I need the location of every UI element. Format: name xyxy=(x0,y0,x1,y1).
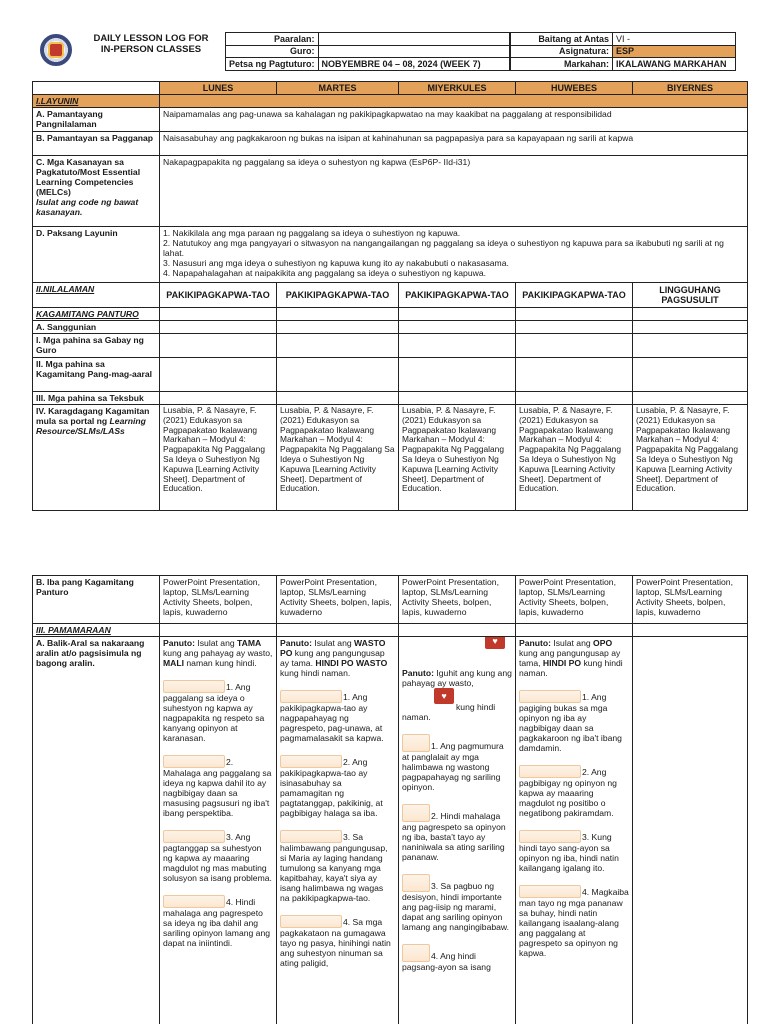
day-header-huwebes: HUWEBES xyxy=(516,82,633,95)
answer-blank[interactable] xyxy=(519,885,581,898)
balik-aral-huwebes xyxy=(516,637,633,1024)
kagamitan-biyernes: PowerPoint Presentation, laptop, SLMs/Learning Activity Sheets, bolpen, lapis, kuwaderno xyxy=(633,576,748,624)
reference-miyerkules: Lusabia, P. & Nasayre, F. (2021) Edukasyon sa Pagpapakatao Ikalawang Markahan – Modyul 4: Pagpapakita Ng Paggalang Sa Ideya o Suhestiyon Ng Kapuwa [Learning Activity Sheet]. Department of Education. xyxy=(399,405,516,511)
quiz-item: 3. Sa halimbawang pangungusap, si Maria ay laging handang tumulong sa kanyang mga kapitbahay, kaya't siya ay isang halimbawa ng wagas na pakikipagkapwa-tao. xyxy=(280,832,388,903)
nilalaman-miyerkules: PAKIKIPAGKAPWA-TAO xyxy=(399,283,516,308)
answer-blank[interactable] xyxy=(519,765,581,778)
quiz-item: 3. Ang pagtanggap sa suhestyon ng kapwa ay maaaring magdulot ng mas mabuting solusyon sa isang problema. xyxy=(163,832,272,883)
answer-blank[interactable] xyxy=(402,734,430,752)
nilalaman-biyernes: LINGGUHANG PAGSUSULIT xyxy=(633,283,748,308)
heart-icon: ♥ xyxy=(485,637,505,650)
answer-blank[interactable] xyxy=(402,804,430,822)
procedure-table xyxy=(32,575,748,1024)
baitang-label: Baitang at Antas xyxy=(511,33,613,46)
mga-kasanayan-label: C. Mga Kasanayan sa Pagkatuto/Most Essential Learning Competencies (MELCs) xyxy=(36,157,141,197)
broken-heart-icon: ♥ xyxy=(434,688,454,704)
balik-aral-miyerkules xyxy=(399,637,516,1024)
karagdagang-kagamitan-label xyxy=(33,405,160,511)
day-header-lunes: LUNES xyxy=(160,82,277,95)
section-layunin: I.LAYUNIN xyxy=(33,95,160,108)
document-title xyxy=(76,33,226,55)
panuto-huwebes: Panuto: Isulat ang OPO kung ang pangungusap ay tama, HINDI PO kung hindi naman. xyxy=(519,638,623,678)
answer-blank[interactable] xyxy=(519,690,581,703)
iba-pang-kagamitan-label: B. Iba pang Kagamitang Panturo xyxy=(33,576,160,624)
layunin-item: 2. Natutukoy ang mga pangyayari o sitwasyon na nangangailangan ng paggalang sa ideya o suhestiyon ng kapuwa para sa ikabubuti ng sarili at ng lahat. xyxy=(163,238,724,258)
nilalaman-martes: PAKIKIPAGKAPWA-TAO xyxy=(277,283,399,308)
petsa-label: Petsa ng Pagtuturo: xyxy=(226,58,319,71)
teksbuk-label: III. Mga pahina sa Teksbuk xyxy=(33,392,160,405)
paksang-layunin-list xyxy=(160,227,748,283)
reference-lunes: Lusabia, P. & Nasayre, F. (2021) Edukasyon sa Pagpapakatao Ikalawang Markahan – Modyul 4: Pagpapakita Ng Paggalang Sa Ideya o Suhestiyon Ng Kapuwa [Learning Activity Sheet]. Department of Education. xyxy=(160,405,277,511)
quiz-item: 1. Ang pakikipagkapwa-tao ay nagpapahayag ng pagrespeto, pag-unawa, at pagmamalasakit sa kapwa. xyxy=(280,692,384,743)
asignatura-value: ESP xyxy=(613,45,736,58)
title-line-1: DAILY LESSON LOG FOR xyxy=(93,33,209,44)
reference-martes: Lusabia, P. & Nasayre, F. (2021) Edukasyon sa Pagpapakatao Ikalawang Markahan – Modyul 4: Pagpapakita Ng Paggalang Sa Ideya o Suhestiyon Ng Kapuwa [Learning Activity Sheet]. Department of Education. xyxy=(277,405,399,511)
title-line-2: IN-PERSON CLASSES xyxy=(100,44,202,55)
karagdagang-kagamitan-text: IV. Karagdagang Kagamitan mula sa portal ng xyxy=(36,406,150,426)
answer-blank[interactable] xyxy=(519,830,581,843)
quiz-item: 1. Ang pagiging bukas sa mga opinyon ng iba ay nagbibigay daan sa pagkakaroon ng iba't ibang damdamin. xyxy=(519,692,622,753)
answer-blank[interactable] xyxy=(280,755,342,768)
answer-blank[interactable] xyxy=(280,830,342,843)
paaralan-value xyxy=(318,33,509,46)
quiz-item: 3. Kung hindi tayo sang-ayon sa opinyon ng iba, hindi natin kailangang igalang ito. xyxy=(519,832,619,873)
mga-kasanayan-value: Nakapagpapakita ng paggalang sa ideya o suhestyon ng kapwa (EsP6P- IId-i31) xyxy=(160,156,748,227)
kagamitan-huwebes: PowerPoint Presentation, laptop, SLMs/Learning Activity Sheets, bolpen, lapis, kuwaderno xyxy=(516,576,633,624)
quiz-item: 4. Ang hindi pagsang-ayon sa isang xyxy=(402,944,512,972)
gabay-ng-guro-label: I. Mga pahina sa Gabay ng Guro xyxy=(33,334,160,358)
panuto-martes: Panuto: Isulat ang WASTO PO kung ang pangungusap ay tama. HINDI PO WASTO kung hindi naman. xyxy=(280,638,388,678)
answer-blank[interactable] xyxy=(280,915,342,928)
mga-kasanayan-cell xyxy=(33,156,160,227)
quiz-item: 1. Ang paggalang sa ideya o suhestyon ng kapwa ay nagpapakita ng respeto sa kanyang opinyon at karanasan. xyxy=(163,682,265,743)
day-header-biyernes: BIYERNES xyxy=(633,82,748,95)
panuto-miyerkules-2: ♥ kung hindi naman. xyxy=(402,702,512,722)
karagdagang-kagamitan-em: Learning Resource/SLMs/LASs xyxy=(36,416,146,436)
class-info-table xyxy=(510,32,736,71)
quiz-item: 4. Sa mga pagkakataon na gumagawa tayo ng pasya, hinihingi natin ang suhestyon ninuman sa ating paligid, xyxy=(280,917,391,968)
quiz-item: 2. Ang pagbibigay ng opinyon ng kapwa ay maaaring magdulot ng positibo o negatibong pakiramdam. xyxy=(519,767,617,818)
answer-blank[interactable] xyxy=(163,755,225,768)
kagamitan-miyerkules: PowerPoint Presentation, laptop, SLMs/Learning Activity Sheets, bolpen, lapis, kuwaderno xyxy=(399,576,516,624)
day-header-miyerkules: MIYERKULES xyxy=(399,82,516,95)
answer-blank[interactable] xyxy=(163,895,225,908)
answer-blank[interactable] xyxy=(402,874,430,892)
kagamitan-lunes: PowerPoint Presentation, laptop, SLMs/Learning Activity Sheets, bolpen, lapis, kuwaderno xyxy=(160,576,277,624)
layunin-item: 1. Nakikilala ang mga paraan ng paggalang sa ideya o suhestiyon ng kapuwa. xyxy=(163,228,461,238)
answer-blank[interactable] xyxy=(402,944,430,962)
kagamitan-martes: PowerPoint Presentation, laptop, SLMs/Learning Activity Sheets, bolpen, lapis, kuwaderno xyxy=(277,576,399,624)
quiz-item: 2. Mahalaga ang paggalang sa ideya ng kapwa dahil ito ay nagbibigay daan sa masusing pagsusuri ng iba't ibang perspektiba. xyxy=(163,757,272,818)
panuto-lunes: Panuto: Isulat ang TAMA kung ang pahayag ay wasto, MALI naman kung hindi. xyxy=(163,638,273,668)
asignatura-label: Asignatura: xyxy=(511,45,613,58)
petsa-value: NOBYEMBRE 04 – 08, 2024 (WEEK 7) xyxy=(318,58,509,71)
layunin-item: 3. Nasusuri ang mga ideya o suhestiyon ng kapuwa kung ito ay nakabubuti o nakasasama. xyxy=(163,258,509,268)
answer-blank[interactable] xyxy=(163,830,225,843)
quiz-item: 3. Sa pagbuo ng desisyon, hindi importante ang pag-iisip ng marami, dapat ang sariling opinyon lamang ang nangingibabaw. xyxy=(402,874,512,932)
quiz-item: 4. Hindi mahalaga ang pagrespeto sa ideya ng iba dahil ang sariling opinyon lamang ang dapat na iniintindi. xyxy=(163,897,271,948)
section-pamamaraan: III. PAMAMARAAN xyxy=(33,624,160,637)
mga-kasanayan-note: Isulat ang code ng bawat kasanayan. xyxy=(36,197,139,217)
reference-huwebes: Lusabia, P. & Nasayre, F. (2021) Edukasyon sa Pagpapakatao Ikalawang Markahan – Modyul 4: Pagpapakita Ng Paggalang Sa Ideya o Suhestiyon Ng Kapuwa [Learning Activity Sheet]. Department of Education. xyxy=(516,405,633,511)
answer-blank[interactable] xyxy=(163,680,225,693)
answer-blank[interactable] xyxy=(280,690,342,703)
reference-biyernes: Lusabia, P. & Nasayre, F. (2021) Edukasyon sa Pagpapakatao Ikalawang Markahan – Modyul 4: Pagpapakita Ng Paggalang Sa Ideya o Suhestiyon Ng Kapuwa [Learning Activity Sheet]. Department of Education. xyxy=(633,405,748,511)
panuto-miyerkules: Panuto: Iguhit ang ♥ kung ang pahayag ay wasto, xyxy=(402,668,512,688)
nilalaman-huwebes: PAKIKIPAGKAPWA-TAO xyxy=(516,283,633,308)
sanggunian-label: A. Sanggunian xyxy=(33,321,160,334)
layunin-item: 4. Napapahalagahan at naipakikita ang paggalang sa ideya o suhestiyon ng kapuwa. xyxy=(163,268,486,278)
paaralan-label: Paaralan: xyxy=(226,33,319,46)
kagamitang-pang-mag-aaral-label: II. Mga pahina sa Kagamitang Pang-mag-aaral xyxy=(33,358,160,392)
pamantayang-pangnilalaman-label: A. Pamantayang Pangnilalaman xyxy=(33,108,160,132)
school-info-table xyxy=(225,32,510,71)
balik-aral-martes xyxy=(277,637,399,1024)
deped-seal-logo xyxy=(40,34,72,66)
guro-label: Guro: xyxy=(226,45,319,58)
day-header-martes: MARTES xyxy=(277,82,399,95)
section-kagamitang-panturo: KAGAMITANG PANTURO xyxy=(33,308,160,321)
nilalaman-lunes: PAKIKIPAGKAPWA-TAO xyxy=(160,283,277,308)
quiz-item: 1. Ang pagmumura at panglalait ay mga halimbawa ng wastong pagpapahayag ng sariling opinyon. xyxy=(402,734,512,792)
quiz-item: 2. Ang pakikipagkapwa-tao ay isinasabuhay sa pamamagitan ng pagtatanggap, pakikinig, at pagbibigay halaga sa iba. xyxy=(280,757,383,818)
pamantayan-sa-pagganap-label: B. Pamantayan sa Pagganap xyxy=(33,132,160,156)
lesson-plan-table xyxy=(32,81,748,511)
pamantayan-sa-pagganap-value: Naisasabuhay ang pagkakaroon ng bukas na isipan at kahinahunan sa pagpapasiya para sa kapayapaan ng sarili at kapwa xyxy=(160,132,748,156)
section-nilalaman: II.NILALAMAN xyxy=(33,283,160,308)
baitang-value: VI - xyxy=(613,33,736,46)
quiz-item: 4. Magkaiba man tayo ng mga pananaw sa buhay, hindi natin kailangang isaalang-alang ang paggalang at pagrespeto sa opinyon ng kapwa. xyxy=(519,887,629,958)
pamantayang-pangnilalaman-value: Naipamamalas ang pag-unawa sa kahalagan ng pakikipagkapwatao na may kaakibat na paggalang at responsibilidad xyxy=(160,108,748,132)
balik-aral-label: A. Balik-Aral sa nakaraang aralin at/o pagsisimula ng bagong aralin. xyxy=(33,637,160,1024)
paksang-layunin-label: D. Paksang Layunin xyxy=(33,227,160,283)
quiz-item: 2. Hindi mahalaga ang pagrespeto sa opinyon ng iba, basta't tayo ay naniniwala sa ating sariling pananaw. xyxy=(402,804,512,862)
markahan-label: Markahan: xyxy=(511,58,613,71)
guro-value xyxy=(318,45,509,58)
balik-aral-biyernes xyxy=(633,637,748,1024)
balik-aral-lunes xyxy=(160,637,277,1024)
markahan-value: IKALAWANG MARKAHAN xyxy=(613,58,736,71)
